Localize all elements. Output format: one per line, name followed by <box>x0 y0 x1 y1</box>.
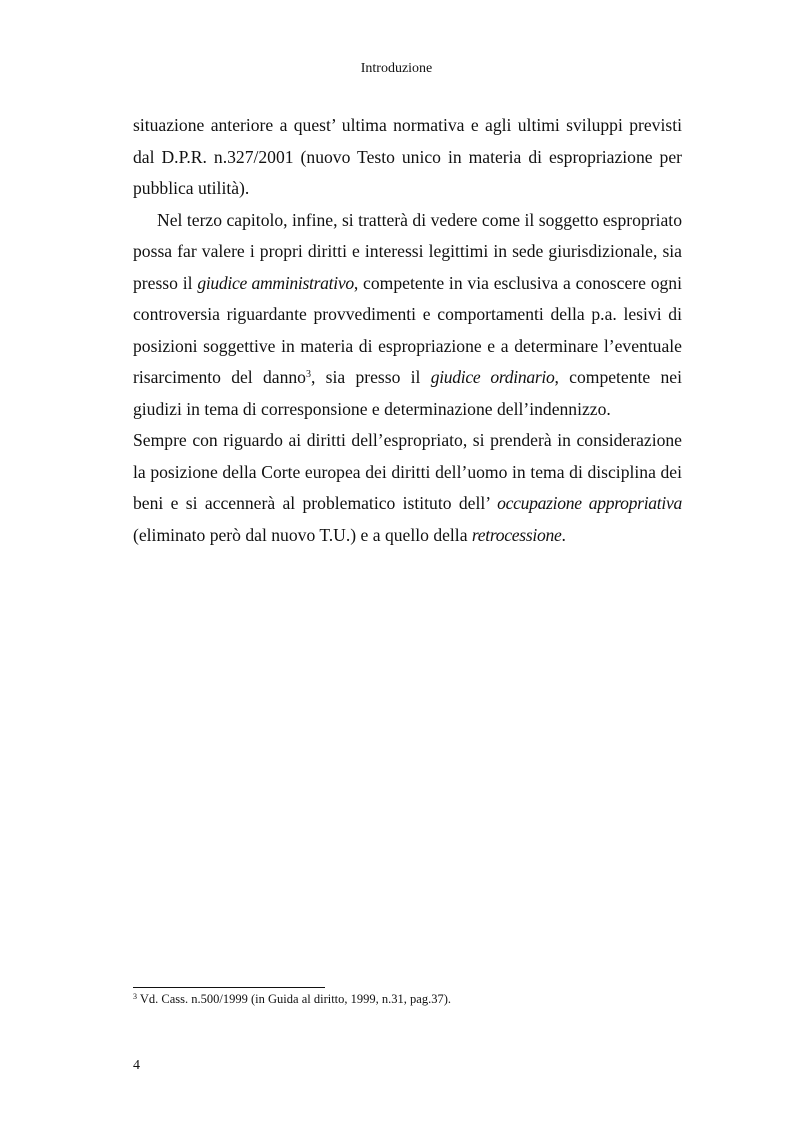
paragraph-3 <box>133 425 682 551</box>
running-header: Introduzione <box>360 61 433 76</box>
paragraph-2-text-c: , sia presso il <box>310 367 431 387</box>
paragraph-2-text-a: Nel terzo capitolo, infine, si tratterà di vedere come il soggetto espropriato possa far valere i propri diritti e interessi legittimi in sede giurisdizionale, sia presso il <box>133 209 682 293</box>
footnote-separator <box>133 987 325 988</box>
paragraph-3-text-a: Sempre con riguardo ai diritti dell’espropriato, si prenderà in considerazione la posizione della Corte europea dei diritti dell’uomo in tema di disciplina dei beni e si accennerà al problematico istituto dell’ <box>133 430 682 513</box>
paragraph-2-text-b: , competente in via esclusiva a conoscere ogni controversia riguardante provvedimenti e comportamenti della p.a. lesivi di posizioni soggettive in materia di espropriazione e a determinare l’eventuale risarcimento del danno <box>133 272 682 387</box>
paragraph-2-italic-giudice-amministrativo: giudice amministrativo <box>197 272 354 293</box>
body-text <box>133 110 682 551</box>
paragraph-3-text-c: . <box>561 524 566 545</box>
paragraph-2 <box>133 205 682 426</box>
paragraph-1 <box>133 110 682 205</box>
page-number: 4 <box>133 1058 140 1073</box>
footnote-text: Vd. Cass. n.500/1999 (in Guida al diritto, 1999, n.31, pag.37). <box>137 992 451 1006</box>
footnote-marker: 3 <box>133 992 137 1001</box>
paragraph-1-text: situazione anteriore a quest’ ultima normativa e agli ultimi sviluppi previsti dal D.P.R. n.327/2001 (nuovo Testo unico in materia di espropriazione per pubblica utilità). <box>133 115 682 198</box>
paragraph-3-italic-occupazione-appropriativa: occupazione appropriativa <box>497 493 682 513</box>
paragraph-3-text-b: (eliminato però dal nuovo T.U.) e a quello della <box>133 524 472 545</box>
paragraph-2-italic-giudice-ordinario: giudice ordinario <box>430 367 555 387</box>
paragraph-3-italic-retrocessione: retrocessione <box>471 524 562 545</box>
footnote-reference[interactable]: 3 <box>305 369 311 380</box>
paragraph-2-text-d: , competente nei giudizi in tema di corresponsione e determinazione dell’indennizzo. <box>133 367 682 419</box>
footnote <box>133 991 682 1007</box>
